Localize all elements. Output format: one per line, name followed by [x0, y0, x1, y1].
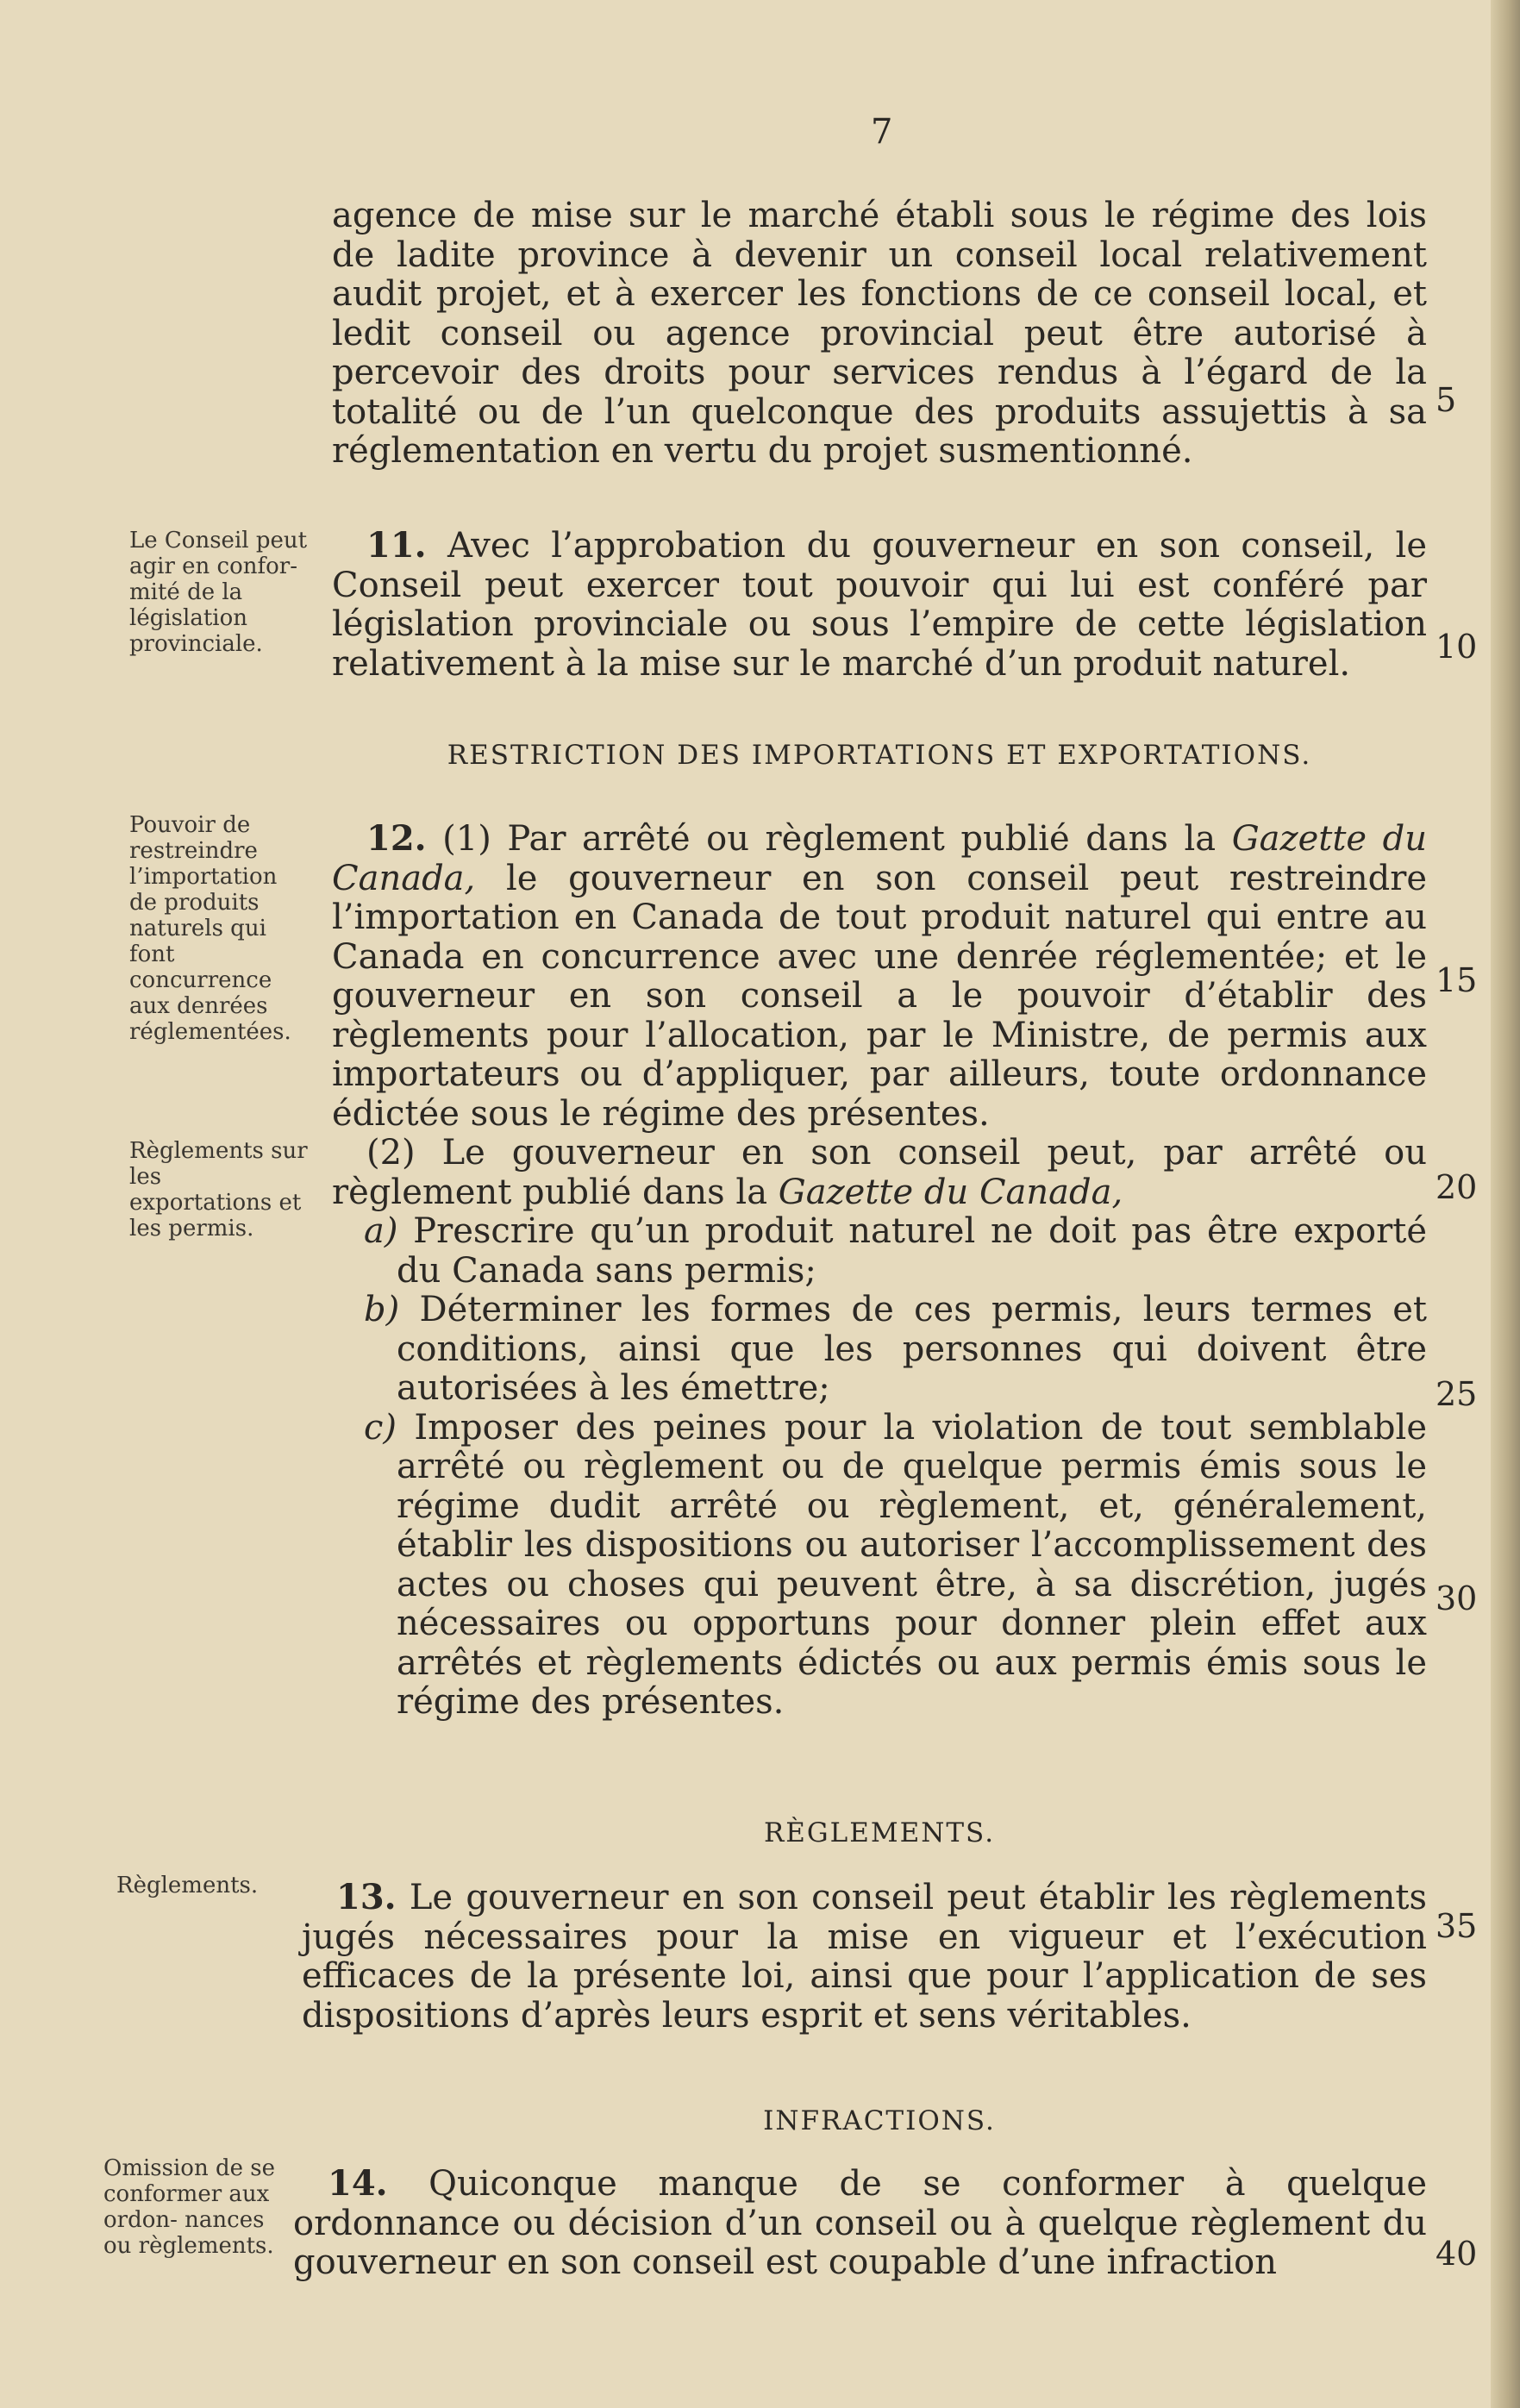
section-number: 12. [366, 818, 427, 859]
line-number: 35 [1436, 1907, 1478, 1945]
item-label: a) [364, 1211, 398, 1251]
item-b-text: Déterminer les formes de ces permis, leurs termes et conditions, ainsi que les personnes qui doivent être autorisées à les émettre; [397, 1290, 1428, 1408]
margin-note-sec14: Omission de se conformer aux ordon- nances ou règlements. [103, 2155, 275, 2259]
margin-note-sec12-2: Règlements sur les exportations et les permis. [129, 1138, 308, 1242]
item-a-text: Prescrire qu’un produit naturel ne doit pas être exporté du Canada sans permis; [397, 1211, 1427, 1291]
line-number: 15 [1436, 961, 1478, 999]
line-number: 5 [1436, 381, 1457, 419]
heading-restriction: RESTRICTION DES IMPORTATIONS ET EXPORTATIONS. [447, 740, 1312, 771]
page-number: 7 [871, 112, 893, 152]
item-label: b) [364, 1290, 400, 1329]
section-11 [332, 526, 1427, 684]
continuation-text: agence de mise sur le marché établi sous le régime des lois de ladite province à devenir un conseil local relativement audit projet, et à exercer les fonctions de ce conseil local, et ledit conseil ou agence provincial peut être autorisé à percevoir des droits pour services rendus à l’égard de la totalité ou de l’un quelconque des produits assujettis à sa réglementation en vertu du projet susmentionné. [332, 196, 1427, 471]
line-number: 20 [1436, 1168, 1478, 1206]
sec12-p2-a: (2) Le gouverneur en son conseil peut, par arrêté ou règlement publié dans la [332, 1133, 1427, 1212]
margin-note-sec13: Règlements. [116, 1873, 259, 1898]
section-13 [302, 1878, 1427, 2036]
gazette-title: Gazette du Canada, [332, 819, 1428, 898]
sec12-p1-a: (1) Par arrêté ou règlement publié dans la [442, 819, 1217, 859]
section-text: Le gouverneur en son conseil peut établir les règlements jugés nécessaires pour la mise en vigueur et l’exécution efficaces de la présente loi, ainsi que pour l’application de ses dispositions d’après leurs esprit et sens véritables. [302, 1878, 1427, 2036]
line-number: 25 [1436, 1375, 1478, 1413]
line-number: 10 [1436, 628, 1478, 666]
item-c-text: Imposer des peines pour la violation de tout semblable arrêté ou règlement ou de quelque permis émis sous le régime dudit arrêté ou règlement, et, généralement, établir les dispositions ou autoriser l’accomplissement des actes ou choses qui peuvent être, à sa discrétion, jugés nécessaires ou opportuns pour donner plein effet aux arrêtés et règlements édictés ou aux permis émis sous le régime des présentes. [397, 1407, 1427, 1722]
section-text: Quiconque manque de se conformer à quelque ordonnance ou décision d’un conseil ou à quelque règlement du gouverneur en son conseil est coupable d’une infraction [293, 2164, 1427, 2282]
section-number: 11. [366, 525, 427, 566]
sec12-p1-b: le gouverneur en son conseil peut restreindre l’importation en Canada de tout produit naturel qui entre au Canada en concurrence avec une denrée réglementée; et le gouverneur en son conseil a le pouvoir d’établir des règlements pour l’allocation, par le Ministre, de permis aux importateurs ou d’appliquer, par ailleurs, toute ordonnance édictée sous le régime des présentes. [332, 858, 1428, 1134]
section-number: 13. [336, 1877, 397, 1917]
section-text: Avec l’approbation du gouverneur en son conseil, le Conseil peut exercer tout pouvoir qui lui est conféré par législation provinciale ou sous l’empire de cette législation relativement à la mise sur le marché d’un produit naturel. [332, 526, 1427, 684]
margin-note-sec11: Le Conseil peut agir en confor- mité de la législation provinciale. [129, 528, 308, 657]
section-14 [293, 2164, 1427, 2283]
heading-reglements: RÈGLEMENTS. [763, 1817, 996, 1848]
heading-infractions: INFRACTIONS. [763, 2105, 996, 2136]
gazette-title: Gazette du Canada, [778, 1172, 1123, 1212]
section-number: 14. [328, 2163, 388, 2204]
item-label: c) [364, 1407, 397, 1448]
line-number: 30 [1436, 1579, 1478, 1617]
continuation-paragraph [332, 197, 1427, 472]
section-12 [332, 819, 1427, 1723]
line-number: 40 [1436, 2235, 1478, 2273]
margin-note-sec12-1: Pouvoir de restreindre l’importation de produits naturels qui font concurrence aux denrées réglementées. [129, 812, 291, 1045]
page-edge [1491, 0, 1520, 2408]
